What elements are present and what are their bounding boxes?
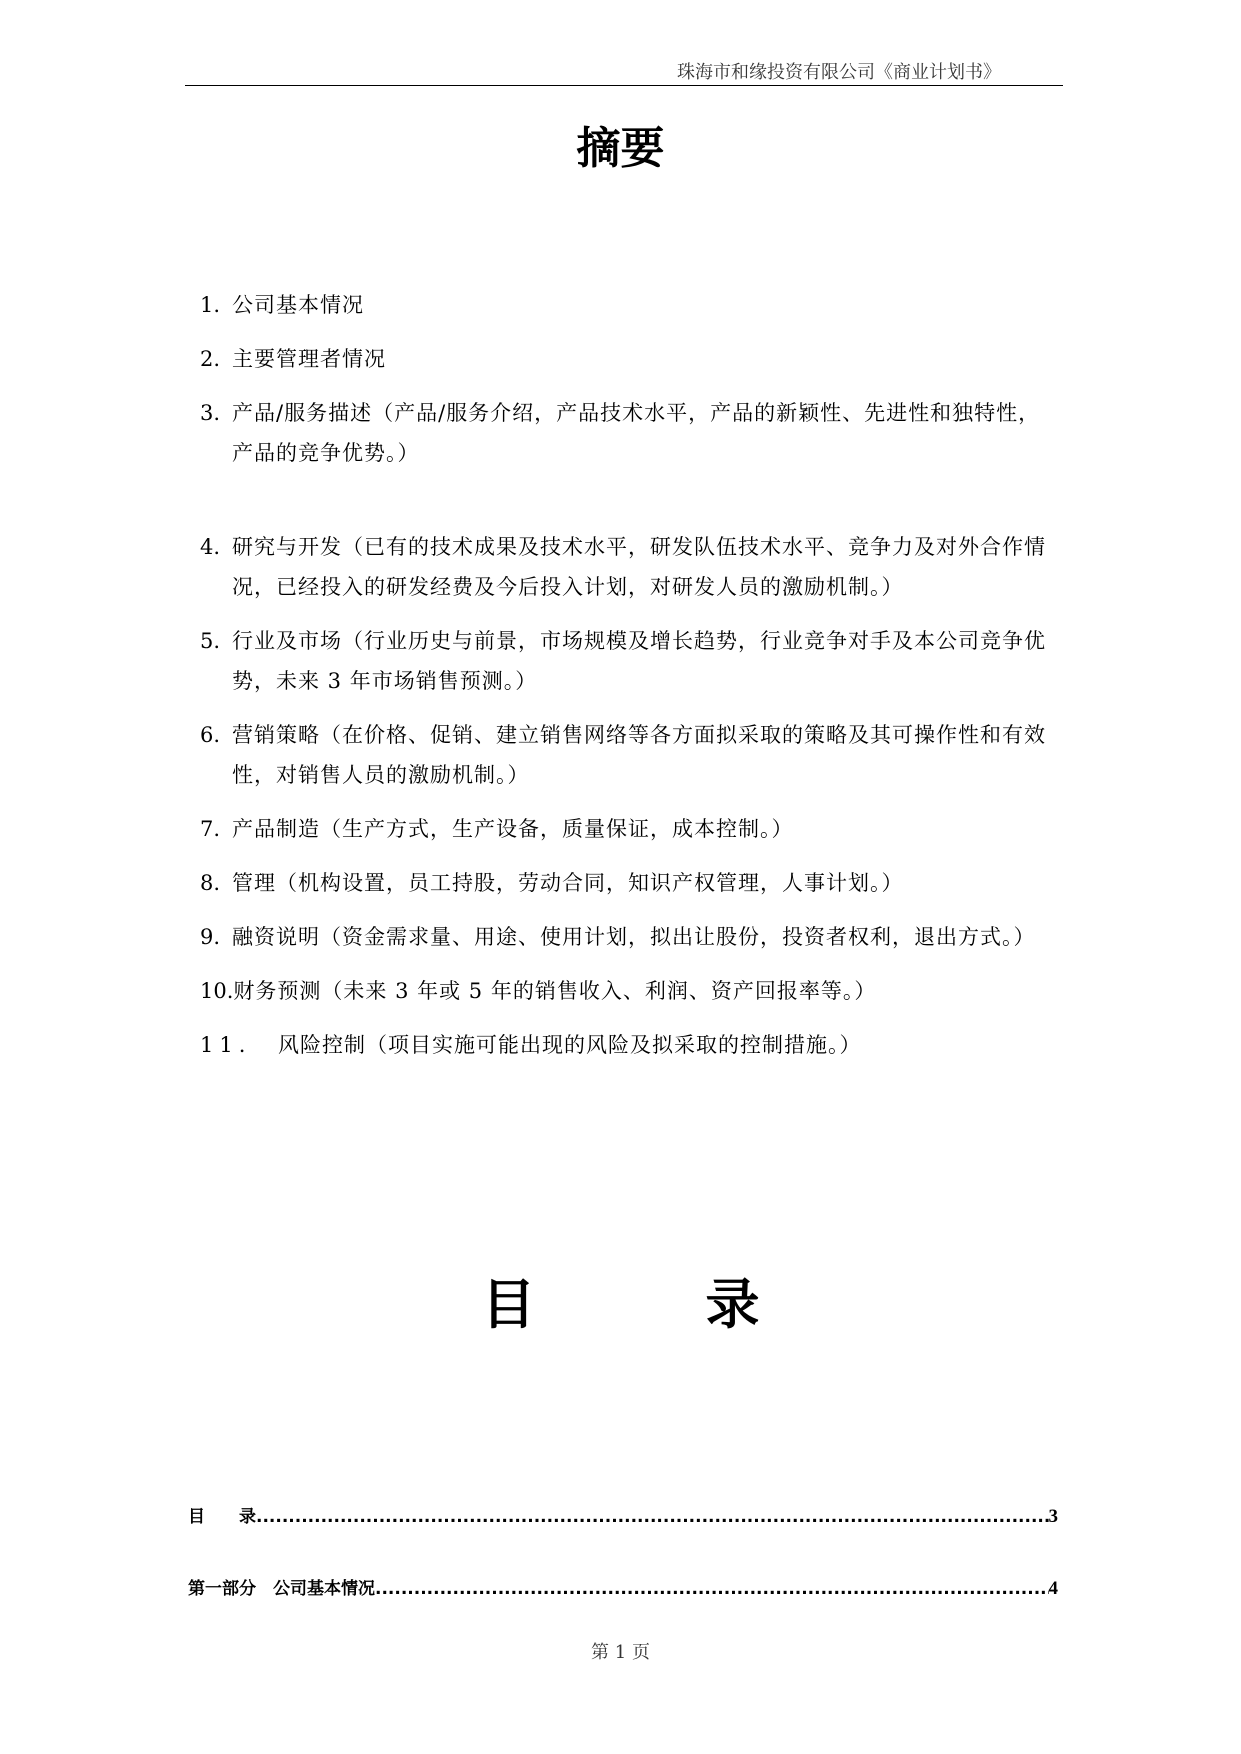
header-text: 珠海市和缘投资有限公司《商业计划书》 [677, 62, 1001, 83]
item-description: （产品/服务介绍，产品技术水平，产品的新颖性、先进性和独特性，产品的竞争优势。） [232, 401, 1041, 465]
toc-entry-label: 目 录 [188, 1507, 256, 1527]
spacer [200, 487, 1060, 527]
item-description: （生产方式，生产设备，质量保证，成本控制。） [320, 817, 794, 841]
item-description: （在价格、促销、建立销售网络等各方面拟采取的策略及其可操作性和有效性，对销售人员的激励机制。） [232, 723, 1046, 787]
list-item [200, 393, 1060, 473]
list-item [200, 917, 1060, 957]
item-description: （资金需求量、用途、使用计划，拟出让股份，投资者权利，退出方式。） [320, 925, 1036, 949]
item-number: 1. [200, 293, 221, 317]
list-item [200, 715, 1060, 795]
item-heading: 营销策略 [232, 723, 320, 747]
item-number: 5. [200, 629, 221, 653]
page-header [185, 55, 1063, 86]
item-heading: 产品/服务描述 [232, 401, 373, 425]
list-item [200, 621, 1060, 701]
item-heading: 行业及市场 [232, 629, 342, 653]
item-number: 8. [200, 871, 221, 895]
item-number: 7. [200, 817, 221, 841]
item-number: 9. [200, 925, 221, 949]
item-heading: 产品制造 [232, 817, 320, 841]
item-number: 11. [200, 1033, 252, 1057]
list-item [200, 285, 1060, 325]
item-heading: 研究与开发 [232, 535, 342, 559]
toc-title-left: 目 [481, 1273, 536, 1336]
toc-entry-page: 4 [1048, 1578, 1058, 1599]
item-heading: 管理 [232, 871, 276, 895]
item-number: 10. [200, 979, 234, 1003]
summary-list [200, 285, 1060, 1079]
list-item [200, 863, 1060, 903]
toc-title-right: 录 [705, 1273, 760, 1336]
item-number: 2. [200, 347, 221, 371]
list-item [200, 527, 1060, 607]
item-description: （未来 3 年或 5 年的销售收入、利润、资产回报率等。） [321, 979, 877, 1003]
item-heading: 公司基本情况 [232, 293, 364, 317]
list-item [200, 339, 1060, 379]
item-number: 3. [200, 401, 221, 425]
list-item [200, 809, 1060, 849]
toc-entry-page: 3 [1048, 1506, 1058, 1527]
toc-title [0, 1262, 1241, 1339]
item-heading: 融资说明 [232, 925, 320, 949]
toc-leader-dots [375, 1579, 1049, 1599]
page-title: 摘要 [576, 123, 665, 174]
page-footer: 第 1 页 [591, 1642, 650, 1663]
item-heading: 风险控制 [278, 1033, 366, 1057]
item-number: 6. [200, 723, 221, 747]
item-description: （已有的技术成果及技术水平，研发队伍技术水平、竞争力及对外合作情况，已经投入的研发经费及今后投入计划，对研发人员的激励机制。） [232, 535, 1046, 599]
item-number: 4. [200, 535, 221, 559]
item-heading: 主要管理者情况 [232, 347, 386, 371]
item-description: （机构设置，员工持股，劳动合同，知识产权管理，人事计划。） [276, 871, 904, 895]
list-item [200, 971, 1060, 1011]
toc-entry[interactable] [188, 1574, 1058, 1600]
toc-leader-dots [256, 1507, 1049, 1527]
item-description: （项目实施可能出现的风险及拟采取的控制措施。） [366, 1033, 862, 1057]
toc-entry-label: 第一部分 公司基本情况 [188, 1579, 375, 1599]
list-item [200, 1025, 1060, 1065]
toc-entry[interactable] [188, 1502, 1058, 1528]
item-description: （行业历史与前景，市场规模及增长趋势，行业竞争对手及本公司竞争优势，未来 3 年市场销售预测。） [232, 629, 1046, 693]
item-heading: 财务预测 [233, 979, 322, 1003]
